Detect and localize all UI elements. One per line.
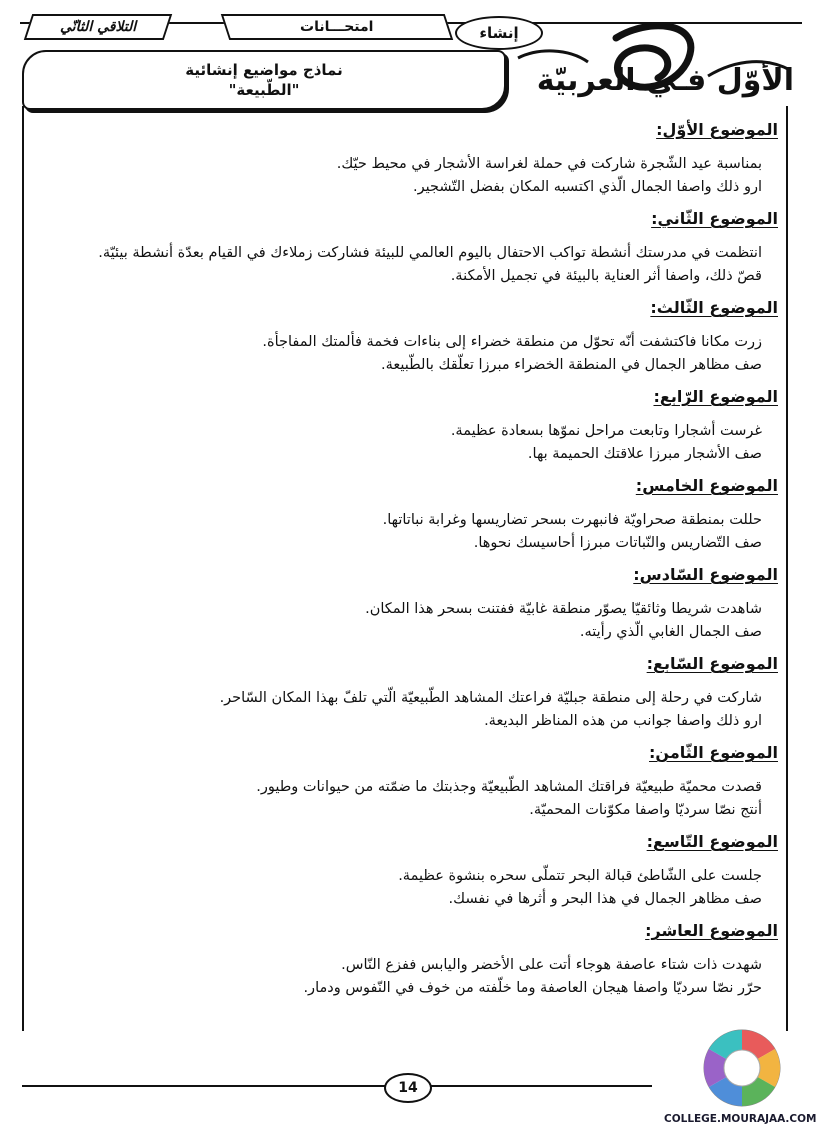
topic-line: زرت مكانا فاكتشفت أنّه تحوّل من منطقة خضراء إلى بناءات فخمة فألمتك المفاجأة. bbox=[262, 334, 762, 350]
exams-tab bbox=[221, 14, 453, 40]
brand-logo-text: الأوّل فـي العربيّة bbox=[536, 63, 794, 98]
topic-line: ارو ذلك واصفا الجمال الّذي اكتسبه المكان بفضل التّشجير. bbox=[413, 179, 762, 195]
exams-tab-label: امتحـــانات bbox=[300, 19, 374, 35]
topic-title: الموضوع العاشر: bbox=[645, 921, 778, 940]
topic-line: صف مظاهر الجمال في المنطقة الخضراء مبرزا تعلّقك بالطّبيعة. bbox=[381, 357, 762, 373]
topic-item bbox=[40, 832, 778, 921]
topic-line: حللت بمنطقة صحراويّة فانبهرت بسحر تضاريسها وغرابة نباتاتها. bbox=[382, 512, 762, 528]
topic-line: جلست على الشّاطئ قبالة البحر تتملّى سحره بنشوة عظيمة. bbox=[398, 868, 762, 884]
title-box bbox=[22, 50, 506, 110]
topic-item bbox=[40, 298, 778, 387]
topic-title: الموضوع الخامس: bbox=[635, 476, 778, 495]
topic-title: الموضوع السّادس: bbox=[633, 565, 778, 584]
topic-item bbox=[40, 743, 778, 832]
topic-line: ارو ذلك واصفا جوانب من هذه المناظر البديعة. bbox=[484, 713, 762, 729]
topic-item bbox=[40, 387, 778, 476]
topic-line: صف التّضاريس والنّباتات مبرزا أحاسيسك نحوها. bbox=[473, 535, 762, 551]
topic-line: صف الجمال الغابي الّذي رأيته. bbox=[579, 624, 762, 640]
topic-item bbox=[40, 921, 778, 1010]
page-number-label: 14 bbox=[398, 1080, 418, 1096]
topic-line: حرّر نصّا سرديّا واصفا هيجان العاصفة وما خلّفته من خوف في النّفوس ودمار. bbox=[303, 980, 762, 996]
topic-line: أنتج نصّا سرديّا واصفا مكوّنات المحميّة. bbox=[529, 802, 762, 818]
website-url: COLLEGE.MOURAJAA.COM bbox=[664, 1113, 817, 1125]
page-number bbox=[384, 1073, 432, 1103]
topic-line: صف الأشجار مبرزا علاقتك الحميمة بها. bbox=[527, 446, 762, 462]
type-pill-label: إنشاء bbox=[479, 24, 519, 42]
level-tab-label: التلاقي الثانّي bbox=[59, 19, 137, 35]
topic-line: غرست أشجارا وتابعت مراحل نموّها بسعادة عظيمة. bbox=[450, 423, 762, 439]
topic-title: الموضوع السّابع: bbox=[646, 654, 778, 673]
topic-line: شاركت في رحلة إلى منطقة جبليّة فراعتك المشاهد الطّبيعيّة الّتي تلفّ بهذا المكان السّاحر. bbox=[219, 690, 762, 706]
topic-title: الموضوع الثّالث: bbox=[650, 298, 778, 317]
brand-logo bbox=[498, 18, 798, 106]
topic-line: شهدت ذات شتاء عاصفة هوجاء أتت على الأخضر واليابس ففزع النّاس. bbox=[341, 957, 762, 973]
topic-line: بمناسبة عيد الشّجرة شاركت في حملة لغراسة الأشجار في محيط حيّك. bbox=[336, 156, 762, 172]
page-title: نماذج مواضيع إنشائية bbox=[185, 61, 343, 79]
topic-item bbox=[40, 476, 778, 565]
topic-title: الموضوع الثّاني: bbox=[651, 209, 778, 228]
topic-title: الموضوع الرّابع: bbox=[653, 387, 778, 406]
topic-item bbox=[40, 120, 778, 209]
topic-title: الموضوع الأوّل: bbox=[656, 120, 778, 139]
topics-list bbox=[40, 120, 778, 1010]
topic-title: الموضوع الثّامن: bbox=[649, 743, 778, 762]
topic-item bbox=[40, 565, 778, 654]
topic-line: صف مظاهر الجمال في هذا البحر و أثرها في نفسك. bbox=[448, 891, 762, 907]
topic-line: انتظمت في مدرستك أنشطة تواكب الاحتفال باليوم العالمي للبيئة فشاركت زملاءك في القيام بعدّة أنشطة بيئيّة. bbox=[98, 245, 762, 261]
level-tab bbox=[24, 14, 172, 40]
topic-title: الموضوع التّاسع: bbox=[646, 832, 778, 851]
topic-item bbox=[40, 209, 778, 298]
page-subtitle: "الطّبيعة" bbox=[228, 81, 300, 99]
topic-line: شاهدت شريطا وثائقيّا يصوّر منطقة غابيّة ففتنت بسحر هذا المكان. bbox=[365, 601, 762, 617]
topic-line: قصّ ذلك، واصفا أثر العناية بالبيئة في تجميل الأمكنة. bbox=[450, 268, 762, 284]
site-badge-icon bbox=[684, 1024, 800, 1112]
topic-item bbox=[40, 654, 778, 743]
topic-line: قصدت محميّة طبيعيّة فراقتك المشاهد الطّبيعيّة وجذبتك ما ضمّته من حيوانات وطيور. bbox=[256, 779, 762, 795]
footer-rule bbox=[22, 1085, 652, 1087]
